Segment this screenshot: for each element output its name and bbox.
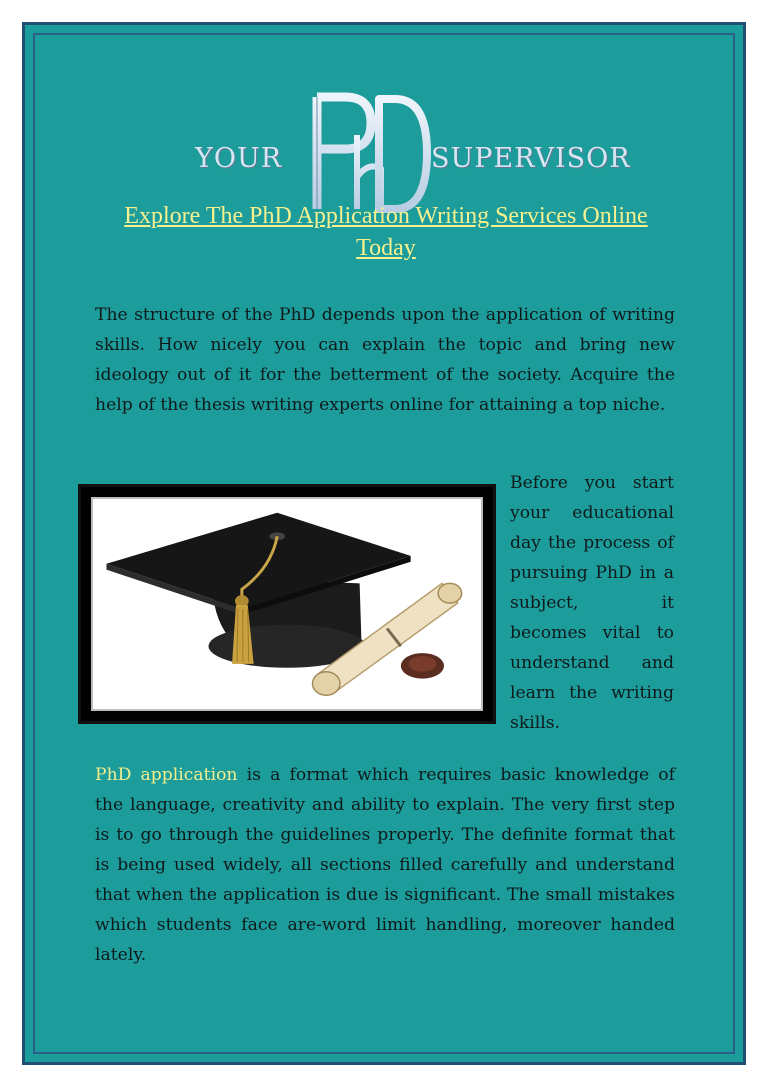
graduation-image [91, 497, 483, 711]
logo-word-left: YOUR [195, 143, 283, 174]
side-paragraph: Before you start your educational day the process of pursuing PhD in a subject, it becomes vital to understand and learn the writing skills. [510, 473, 674, 733]
phd-application-link[interactable]: PhD application [95, 765, 238, 785]
graduation-image-frame [78, 484, 496, 724]
phd-monogram-icon [309, 91, 431, 216]
application-paragraph-text: is a format which requires basic knowledge of the language, creativity and ability to explain. The very first step is to go through the guidelines properly. The definite format that is being used widely, all sections filled carefully and understand that when the application is due is significant. The small mistakes which students face are-word limit handling, moreover handed lately. [95, 765, 675, 965]
page-title[interactable]: Explore The PhD Application Writing Services Online Today [124, 203, 648, 261]
intro-paragraph: The structure of the PhD depends upon the application of writing skills. How nicely you can explain the topic and bring new ideology out of it for the betterment of the society. Acquire the help of the thesis writing experts online for attaining a top niche. [95, 305, 675, 415]
application-paragraph [95, 760, 675, 970]
logo-word-right: SUPERVISOR [431, 143, 631, 174]
graduation-cap-icon [93, 499, 481, 709]
